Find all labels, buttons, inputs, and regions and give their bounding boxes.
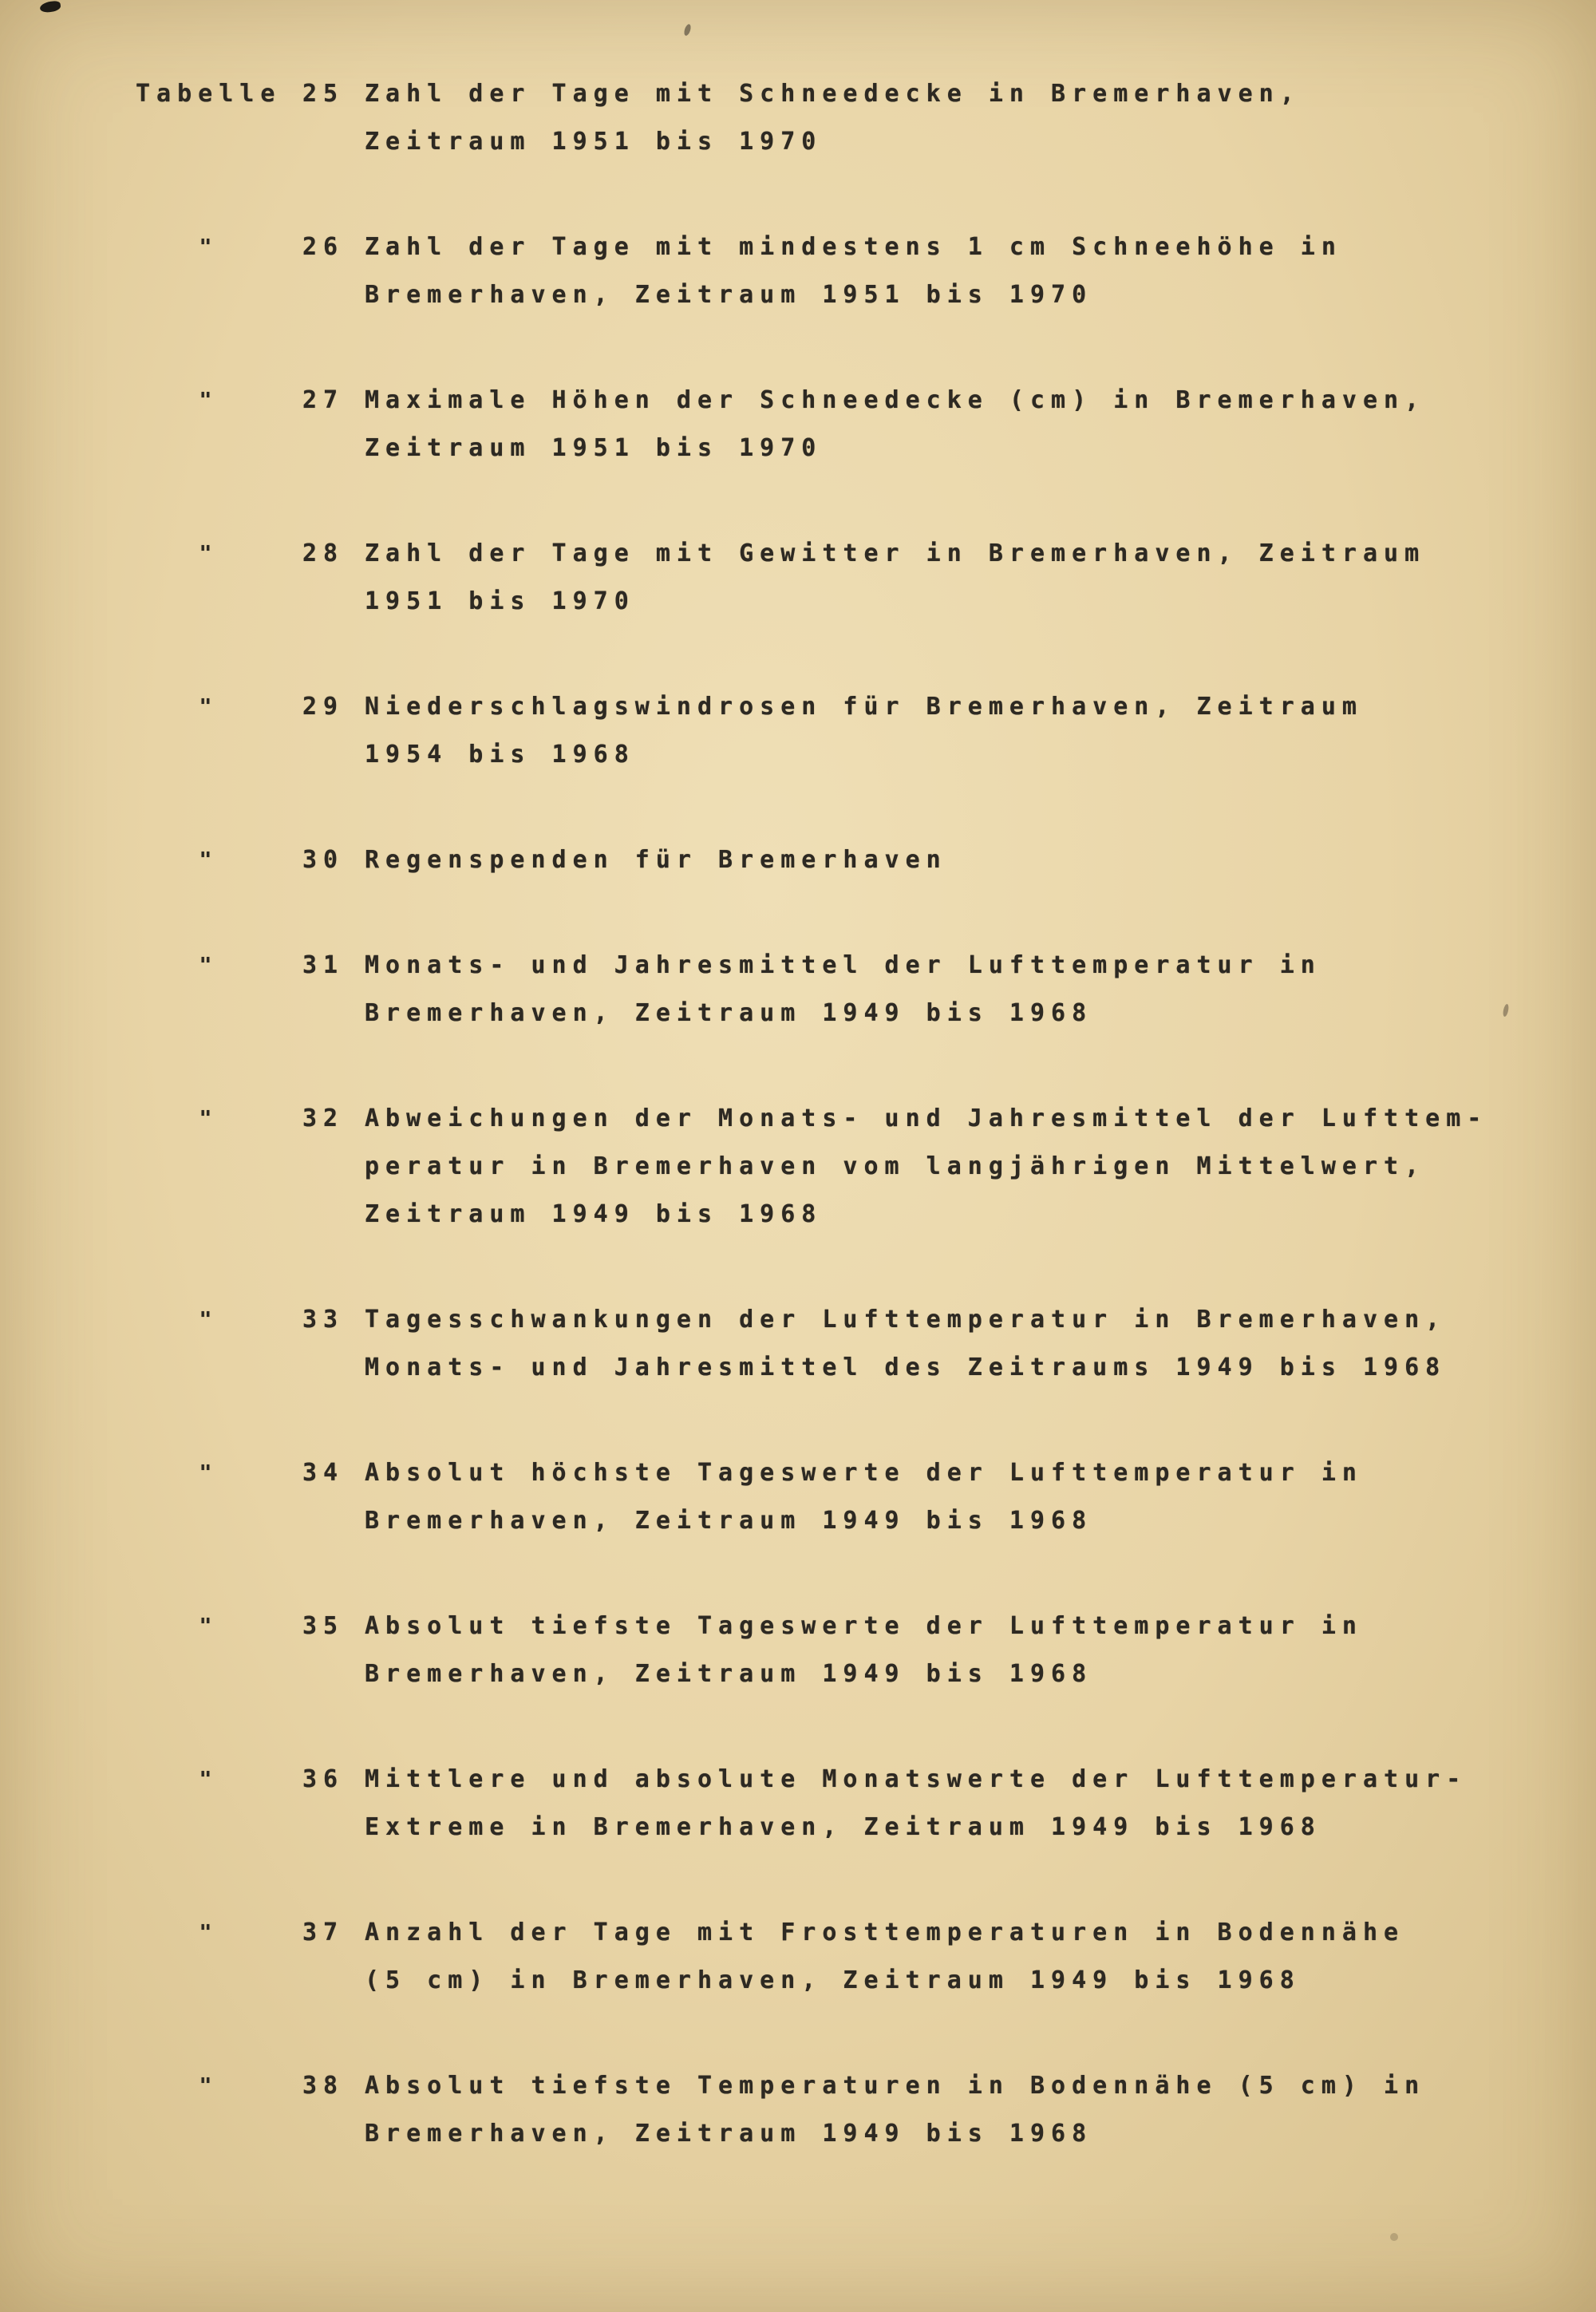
entry-line: Monats- und Jahresmittel der Lufttemperatur in <box>365 951 1321 979</box>
toc-entry <box>136 836 1548 884</box>
entry-number: 26 <box>302 233 345 261</box>
entry-line: Zeitraum 1949 bis 1968 <box>365 1200 823 1228</box>
entry-text <box>365 1909 1548 2005</box>
entry-line: Zahl der Tage mit Gewitter in Bremerhaven, Zeitraum <box>365 539 1426 567</box>
entry-number: 36 <box>302 1765 345 1793</box>
entry-number: 35 <box>302 1612 345 1640</box>
entry-line: Zahl der Tage mit Schneedecke in Bremerhaven, <box>365 80 1301 108</box>
entry-line: Bremerhaven, Zeitraum 1951 bis 1970 <box>365 281 1093 309</box>
entry-number: 34 <box>302 1459 345 1487</box>
entry-text <box>365 1603 1548 1698</box>
entry-line: Niederschlagswindrosen für Bremerhaven, Zeitraum <box>365 693 1363 721</box>
entry-label: Tabelle <box>136 80 282 108</box>
toc-entry <box>136 70 1548 166</box>
toc-entry <box>136 1909 1548 2005</box>
entry-line: Mittlere und absolute Monatswerte der Lufttemperatur- <box>365 1765 1468 1793</box>
entry-line: Tagesschwankungen der Lufttemperatur in Bremerhaven, <box>365 1306 1447 1334</box>
entry-text <box>365 377 1548 472</box>
entry-line: 1951 bis 1970 <box>365 587 635 615</box>
entry-label: " <box>199 848 219 872</box>
entry-line: Absolut tiefste Temperaturen in Bodennähe (5 cm) in <box>365 2072 1426 2100</box>
entry-number: 27 <box>302 386 345 414</box>
entry-number: 29 <box>302 693 345 721</box>
entry-text <box>365 1296 1548 1392</box>
toc-entry <box>136 1756 1548 1852</box>
entry-label: " <box>199 235 219 259</box>
entry-line: Absolut höchste Tageswerte der Lufttemperatur in <box>365 1459 1363 1487</box>
entry-line: Bremerhaven, Zeitraum 1949 bis 1968 <box>365 2120 1093 2148</box>
entry-number: 28 <box>302 539 345 567</box>
entry-label: " <box>199 389 219 413</box>
entry-label: " <box>199 954 219 978</box>
toc-entry <box>136 683 1548 779</box>
toc-entry <box>136 1095 1548 1239</box>
entry-label: " <box>199 1921 219 1945</box>
entry-text <box>365 1449 1548 1545</box>
entry-line: peratur in Bremerhaven vom langjährigen Mittelwert, <box>365 1152 1426 1180</box>
toc-entry <box>136 1296 1548 1392</box>
toc-entry <box>136 1603 1548 1698</box>
entry-number: 25 <box>302 80 345 108</box>
entry-number: 31 <box>302 951 345 979</box>
entry-label: " <box>199 1107 219 1131</box>
toc-entry <box>136 223 1548 319</box>
entry-line: Extreme in Bremerhaven, Zeitraum 1949 bis 1968 <box>365 1813 1321 1841</box>
entry-line: Maximale Höhen der Schneedecke (cm) in Bremerhaven, <box>365 386 1426 414</box>
table-of-contents <box>136 70 1548 2158</box>
entry-label: " <box>199 542 219 566</box>
entry-text <box>365 530 1548 626</box>
entry-label: " <box>199 1614 219 1638</box>
toc-entry <box>136 530 1548 626</box>
entry-line: Abweichungen der Monats- und Jahresmittel der Lufttem- <box>365 1105 1488 1132</box>
entry-number: 33 <box>302 1306 345 1334</box>
entry-line: Anzahl der Tage mit Frosttemperaturen in Bodennähe <box>365 1919 1405 1946</box>
entry-line: Regenspenden für Bremerhaven <box>365 846 947 874</box>
toc-entry <box>136 377 1548 472</box>
entry-number: 38 <box>302 2072 345 2100</box>
entry-text <box>365 223 1548 319</box>
toc-entry <box>136 2062 1548 2158</box>
entry-line: 1954 bis 1968 <box>365 741 635 769</box>
entry-line: Bremerhaven, Zeitraum 1949 bis 1968 <box>365 1507 1093 1535</box>
entry-label: " <box>199 2074 219 2098</box>
entry-line: (5 cm) in Bremerhaven, Zeitraum 1949 bis 1968 <box>365 1966 1301 1994</box>
entry-text <box>365 1756 1548 1852</box>
entry-label: " <box>199 695 219 719</box>
entry-number: 37 <box>302 1919 345 1946</box>
entry-label: " <box>199 1768 219 1792</box>
entry-number: 32 <box>302 1105 345 1132</box>
entry-line: Zeitraum 1951 bis 1970 <box>365 434 823 462</box>
entry-line: Bremerhaven, Zeitraum 1949 bis 1968 <box>365 1660 1093 1688</box>
entry-line: Zeitraum 1951 bis 1970 <box>365 128 823 156</box>
entry-line: Bremerhaven, Zeitraum 1949 bis 1968 <box>365 999 1093 1027</box>
entry-label: " <box>199 1308 219 1332</box>
entry-text <box>365 942 1548 1037</box>
toc-entry <box>136 1449 1548 1545</box>
entry-line: Monats- und Jahresmittel des Zeitraums 1949 bis 1968 <box>365 1354 1447 1381</box>
entry-label: " <box>199 1461 219 1485</box>
entry-line: Zahl der Tage mit mindestens 1 cm Schneehöhe in <box>365 233 1342 261</box>
entry-text <box>365 683 1548 779</box>
entry-text <box>365 2062 1548 2158</box>
scan-artifact <box>1390 2233 1398 2241</box>
toc-entry <box>136 942 1548 1037</box>
entry-text <box>365 1095 1548 1239</box>
entry-line: Absolut tiefste Tageswerte der Lufttemperatur in <box>365 1612 1363 1640</box>
entry-number: 30 <box>302 846 345 874</box>
entry-text <box>365 70 1548 166</box>
entry-text <box>365 836 1548 884</box>
